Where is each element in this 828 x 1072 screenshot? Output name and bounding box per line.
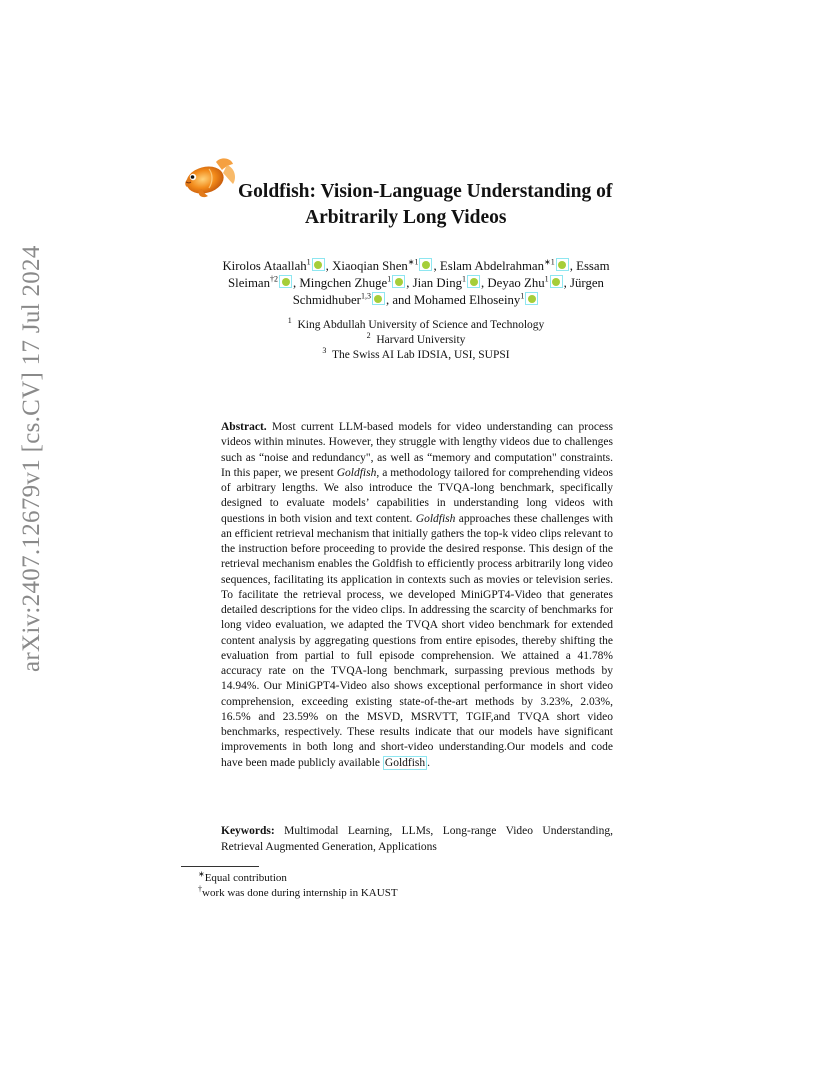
author-sep: , [433,259,440,273]
goldfish-link[interactable]: Goldfish [384,756,426,769]
orcid-icon[interactable] [525,292,538,305]
paper-title [238,179,658,231]
orcid-icon[interactable] [372,292,385,305]
author-sup: 1 [520,291,525,301]
abstract-text-2: , a methodology tailored for comprehending videos of arbitrary lengths. We also introduce the TVQA-long benchmark, specifically designed to evaluate models’ capabilities in understanding long videos with questions in both vision and text content. [221,466,614,525]
keywords-label: Keywords: [221,825,275,837]
orcid-icon[interactable] [550,275,563,288]
abstract-end: . [427,756,431,769]
orcid-icon[interactable] [467,275,480,288]
affiliation-num: 1 [287,316,292,326]
goldfish-logo-icon [181,156,237,200]
abstract-goldfish-2: Goldfish [415,512,456,525]
footnote-2 [198,886,598,901]
affiliation-3 [200,348,632,363]
author-sep: , [385,293,393,307]
author-sep: , [293,276,300,290]
affiliation-1 [200,318,632,333]
author-and: and [392,293,411,307]
author-name: Xiaoqian Shen [332,259,408,273]
footnote-mark: † [198,884,202,894]
title-line-1: Goldfish: Vision-Language Understanding of [238,181,613,202]
footnotes [198,871,598,901]
author-name: Mohamed Elhoseiny [414,293,521,307]
orcid-icon[interactable] [312,258,325,271]
footnote-mark: ∗ [198,869,205,879]
author-sep: , [481,276,488,290]
abstract-text-3: approaches these challenges with an efficient retrieval mechanism that initially gathers the top-k video clips relevant to the instruction before proceeding to provide the desired response. This design of the retrieval mechanism enables the Goldfish to efficiently process arbitrarily long video sequences, facilitating its application in contexts such as movies or television series. To facilitate the retrieval process, we developed MiniGPT4-Video that generates detailed descriptions for the video clips. In addressing the scarcity of benchmarks for long video evaluation, we adapted the TVQA short video benchmark for extended content analysis by aggregating questions from entire episodes, thereby shifting the evaluation from partial to full episode comprehension. We attained a 41.78% accuracy rate on the TVQA-long benchmark, surpassing previous methods by 14.94%. Our MiniGPT4-Video also shows exceptional performance in short video comprehension, exceeding existing state-of-the-art methods by 3.23%, 2.03%, 16.5% and 23.59% on the MSVD, MSRVTT, TGIF,and TVQA short video benchmarks, respectively. These results indicate that our models have significant improvements in both long and short-video understanding.Our models and code have been made publicly available [221,512,614,769]
orcid-icon[interactable] [556,258,569,271]
author-name: Deyao Zhu [487,276,545,290]
author-name: Jürgen Schmidhuber [292,276,604,307]
affiliation-name: The Swiss AI Lab IDSIA, USI, SUPSI [331,349,510,361]
author-name: Kirolos Ataallah [222,259,307,273]
author-sep: , [325,259,333,273]
author-sup: 1 [462,274,467,284]
abstract [221,420,613,771]
author-name: Jian Ding [412,276,463,290]
author-sep: , [406,276,413,290]
author-sup: ∗1 [407,257,419,267]
keywords [221,824,613,855]
affiliations [200,318,632,363]
author-sup: 1 [306,257,311,267]
footnote-text: Equal contribution [204,872,287,884]
abstract-text-1: Most current LLM-based models for video understanding can process videos within minutes. However, they struggle with lengthy videos due to challenges such as “noise and redundancy", as well as “memory and computation" constraints. In this paper, we present [221,421,613,479]
arxiv-stamp [18,245,58,672]
affiliation-num: 3 [322,346,327,356]
abstract-label: Abstract. [221,421,267,433]
author-sup: 1 [387,274,392,284]
title-line-2: Arbitrarily Long Videos [305,207,507,228]
author-list [196,258,636,309]
footnote-text: work was done during internship in KAUST [202,887,398,899]
footnote-1 [198,871,598,886]
footnote-rule [181,866,259,867]
orcid-icon[interactable] [392,275,405,288]
author-sup: †2 [270,274,278,284]
arxiv-stamp-text: arXiv:2407.12679v1 [cs.CV] 17 Jul 2024 [18,245,45,672]
orcid-icon[interactable] [419,258,432,271]
affiliation-2 [200,333,632,348]
author-name: Eslam Abdelrahman [439,259,545,273]
affiliation-name: Harvard University [376,334,466,346]
author-sup: 1,3 [360,291,371,301]
affiliation-name: King Abdullah University of Science and Technology [297,319,545,331]
author-name: Mingchen Zhuge [299,276,388,290]
affiliation-num: 2 [366,331,371,341]
author-sep: , [563,276,571,290]
author-name: Essam Sleiman [228,259,610,290]
author-sup: ∗1 [544,257,555,267]
author-sep: , [569,259,577,273]
abstract-goldfish-1: Goldfish [336,466,377,479]
orcid-icon[interactable] [279,275,292,288]
author-sup: 1 [544,274,549,284]
keywords-text: Multimodal Learning, LLMs, Long-range Video Understanding, Retrieval Augmented Generation, Applications [221,825,614,853]
